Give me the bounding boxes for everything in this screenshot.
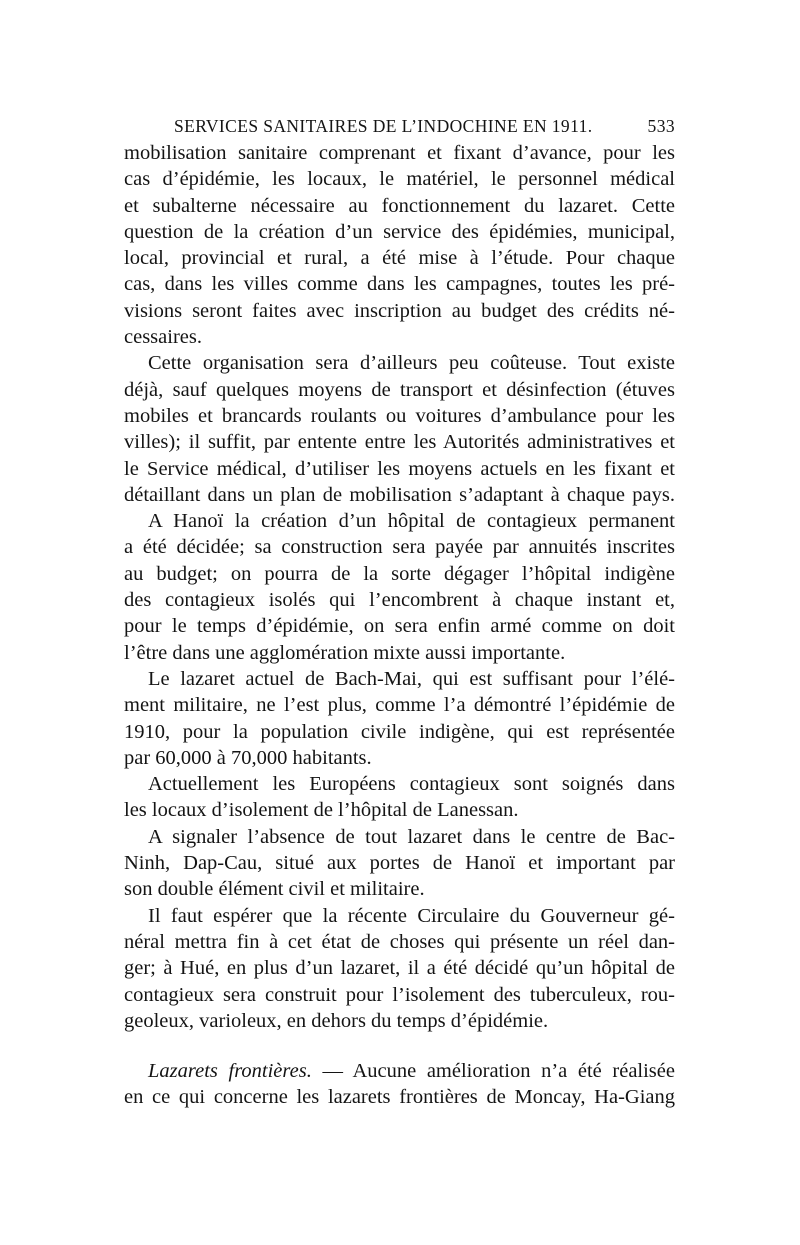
paragraph bbox=[124, 771, 675, 824]
paragraph bbox=[124, 508, 675, 666]
text-line: visions seront faites avec inscription au budget des crédits né- bbox=[124, 299, 675, 322]
book-page bbox=[124, 110, 675, 1111]
text-line: déjà, sauf quelques moyens de transport et désinfection (étuves bbox=[124, 378, 675, 401]
text-line: local, provincial et rural, a été mise à l’étude. Pour chaque bbox=[124, 247, 675, 270]
text-line: néral mettra fin à cet état de choses qui présente un réel dan- bbox=[124, 930, 675, 953]
text-line: question de la création d’un service des épidémies, municipal, bbox=[124, 220, 675, 243]
text-line: villes); il suffit, par entente entre les Autorités administratives et bbox=[124, 431, 675, 454]
text-line: par 60,000 à 70,000 habitants. bbox=[124, 746, 372, 769]
text-line: 1910, pour la population civile indigène, qui est représentée bbox=[124, 720, 675, 743]
text-line: au budget; on pourra de la sorte dégager l’hôpital indigène bbox=[124, 562, 675, 585]
text-line: l’être dans une agglomération mixte aussi importante. bbox=[124, 641, 566, 664]
section-lead: Lazarets frontières. bbox=[148, 1060, 312, 1083]
text-line: le Service médical, d’utiliser les moyens actuels en les fixant et bbox=[124, 457, 675, 480]
paragraph bbox=[124, 140, 675, 350]
page-number: 533 bbox=[647, 116, 675, 136]
paragraph bbox=[124, 350, 675, 508]
text-line: Cette organisation sera d’ailleurs peu coûteuse. Tout existe bbox=[148, 352, 675, 375]
text-line: mobilisation sanitaire comprenant et fixant d’avance, pour les bbox=[124, 142, 675, 164]
text-line bbox=[124, 1058, 675, 1084]
text-line: les locaux d’isolement de l’hôpital de Lanessan. bbox=[124, 799, 519, 822]
section-lazarets-frontieres bbox=[124, 1058, 675, 1111]
text-line: Ninh, Dap-Cau, situé aux portes de Hanoï et important par bbox=[124, 852, 675, 875]
paragraph bbox=[124, 666, 675, 771]
text-line: en ce qui concerne les lazarets frontières de Moncay, Ha-Giang bbox=[124, 1086, 675, 1109]
text-line: geoleux, varioleux, en dehors du temps d’épidémie. bbox=[124, 1009, 549, 1032]
text-line: et subalterne nécessaire au fonctionnement du lazaret. Cette bbox=[124, 194, 675, 217]
text-line: Il faut espérer que la récente Circulaire du Gouverneur gé- bbox=[148, 904, 675, 927]
text-line: ger; à Hué, en plus d’un lazaret, il a été décidé qu’un hôpital de bbox=[124, 957, 675, 980]
text-line: ment militaire, ne l’est plus, comme l’a démontré l’épidémie de bbox=[124, 694, 675, 717]
text-line: cas d’épidémie, les locaux, le matériel, le personnel médical bbox=[124, 168, 675, 191]
section-lead-rest: — Aucune amélioration n’a été réalisée bbox=[311, 1060, 675, 1083]
text-line: son double élément civil et militaire. bbox=[124, 878, 425, 901]
text-line: mobiles et brancards roulants ou voitures d’ambulance pour les bbox=[124, 404, 675, 427]
text-line: Le lazaret actuel de Bach-Mai, qui est suffisant pour l’élé- bbox=[148, 667, 675, 690]
text-line: A Hanoï la création d’un hôpital de contagieux permanent bbox=[148, 510, 675, 533]
text-line: a été décidée; sa construction sera payée par annuités inscrites bbox=[124, 536, 675, 559]
text-line: pour le temps d’épidémie, on sera enfin armé comme on doit bbox=[124, 615, 675, 638]
running-head bbox=[124, 110, 675, 140]
text-line: contagieux sera construit pour l’isolement des tuberculeux, rou- bbox=[124, 983, 675, 1006]
running-head-title: SERVICES SANITAIRES DE L’INDOCHINE EN 1911. bbox=[174, 116, 593, 136]
section-gap bbox=[124, 1034, 675, 1058]
text-line: cessaires. bbox=[124, 326, 202, 349]
text-line: Actuellement les Européens contagieux sont soignés dans bbox=[148, 773, 675, 796]
text-line: A signaler l’absence de tout lazaret dans le centre de Bac- bbox=[148, 825, 675, 848]
text-line: cas, dans les villes comme dans les campagnes, toutes les pré- bbox=[124, 273, 675, 296]
paragraph bbox=[124, 903, 675, 1034]
text-line: détaillant dans un plan de mobilisation s’adaptant à chaque pays. bbox=[124, 483, 675, 506]
paragraph bbox=[124, 824, 675, 903]
text-line: des contagieux isolés qui l’encombrent à chaque instant et, bbox=[124, 589, 675, 612]
